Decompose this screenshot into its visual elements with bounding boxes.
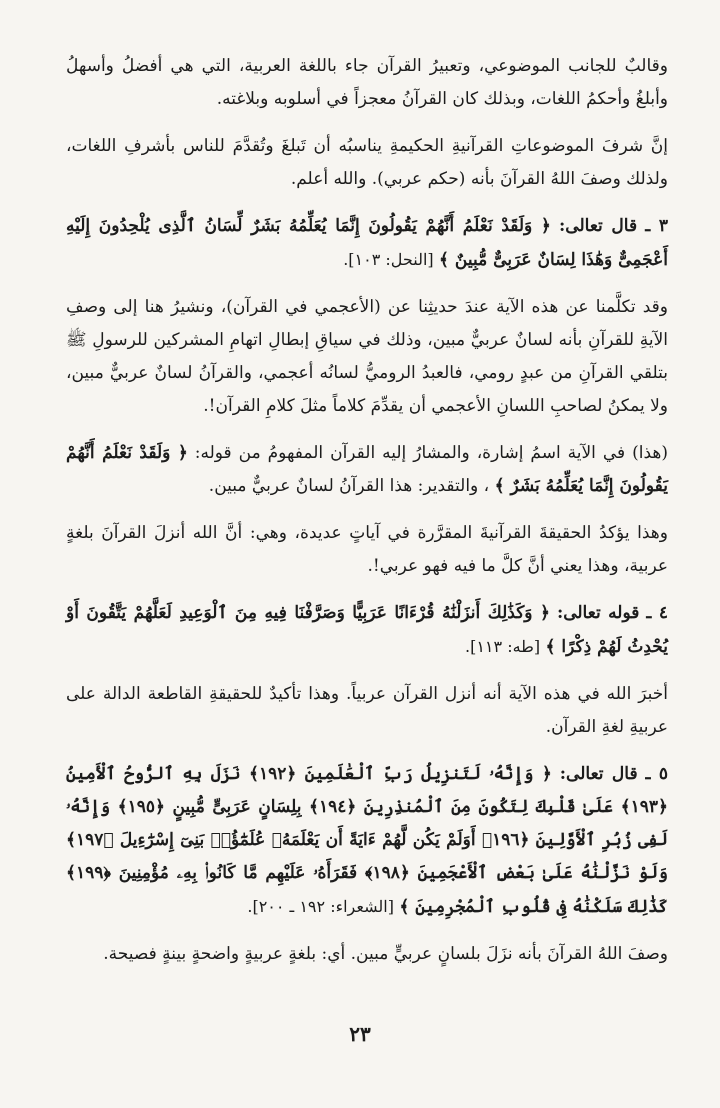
item-4-reference: [طه: ١١٣]. <box>465 637 541 656</box>
item-4 <box>66 597 668 664</box>
paragraph-6: أخبرَ الله في هذه الآية أنه أنزل القرآن عربياً. وهذا تأكيدٌ للحقيقةِ القاطعة الدالة على عربيةِ لغةِ القرآن. <box>66 684 668 737</box>
paragraph-1: وقالبٌ للجانب الموضوعي، وتعبيرُ القرآن جاء باللغة العربية، التي هي أفضلُ وأسهلُ وأبلغُ وأحكمُ اللغات، وبذلك كان القرآنُ معجزاً في أسلوبه وبلاغته. <box>66 56 668 109</box>
paragraph-4-text-b: ، والتقدير: هذا القرآنُ لسانٌ عربيٌّ مبين. <box>208 476 490 496</box>
item-5-verse: ﴿ وَإِنَّهُۥ لَتَنزِيلُ رَبِّ ٱلْعَٰلَمِينَ ﴿١٩٢﴾ نَزَلَ بِهِ ٱلرُّوحُ ٱلْأَمِينُ ﴿١٩٣﴾ عَلَىٰ قَلْبِكَ لِتَكُونَ مِنَ ٱلْمُنذِرِينَ ﴿١٩٤﴾ بِلِسَانٍ عَرَبِىٍّ مُّبِينٍ ﴿١٩٥﴾ وَإِنَّهُۥ لَفِى زُبُرِ ٱلْأَوَّلِينَ ﴿١٩٦﴾ أَوَلَمْ يَكُن لَّهُمْ ءَايَةً أَن يَعْلَمَهُۥ عُلَمَٰٓؤُا۟ بَنِىٓ إِسْرَٰٓءِيلَ ﴿١٩٧﴾ وَلَوْ نَزَّلْنَٰهُ عَلَىٰ بَعْضِ ٱلْأَعْجَمِينَ ﴿١٩٨﴾ فَقَرَأَهُۥ عَلَيْهِم مَّا كَانُوا۟ بِهِۦ مُؤْمِنِينَ ﴿١٩٩﴾ كَذَٰلِكَ سَلَكْنَٰهُ فِى قُلُوبِ ٱلْمُجْرِمِينَ ﴾ <box>66 764 668 917</box>
item-4-verse: ﴿ وَكَذَٰلِكَ أَنزَلْنَٰهُ قُرْءَانًا عَرَبِيًّا وَصَرَّفْنَا فِيهِ مِنَ ٱلْوَعِيدِ لَعَلَّهُمْ يَتَّقُونَ أَوْ يُحْدِثُ لَهُمْ ذِكْرًا ﴾ <box>66 603 668 657</box>
paragraph-2: إنَّ شرفَ الموضوعاتِ القرآنيةِ الحكيمةِ يناسبُه أن تَبلغَ وتُقدَّمَ للناس بأشرفِ اللغات، ولذلك وصفَ اللهُ القرآنَ بأنه (حكم عربي). والله أعلم. <box>66 136 668 189</box>
item-3-verse: ﴿ وَلَقَدْ نَعْلَمُ أَنَّهُمْ يَقُولُونَ إِنَّمَا يُعَلِّمُهُ بَشَرٌ لِّسَانُ ٱلَّذِى يُلْحِدُونَ إِلَيْهِ أَعْجَمِىٌّ وَهَٰذَا لِسَانٌ عَرَبِىٌّ مُّبِينٌ ﴾ <box>66 216 668 270</box>
item-4-number: ٤ ـ <box>646 603 668 623</box>
item-3 <box>66 210 668 277</box>
item-5 <box>66 758 668 924</box>
item-4-lead: قوله تعالى: <box>556 603 640 623</box>
item-3-number: ٣ ـ <box>645 216 669 236</box>
item-5-number: ٥ ـ <box>645 764 669 784</box>
page-body <box>66 50 668 985</box>
paragraph-3: وقد تكلَّمنا عن هذه الآية عندَ حديثِنا عن (الأعجمي في القرآن)، ونشيرُ هنا إلى وصفِ الآيةِ للقرآنِ بأنه لسانٌ عربيٌّ مبين، وذلك في سياقِ إبطالِ اتهامِ المشركين للرسولِ ﷺ بتلقي القرآنِ من عبدٍ رومي، فالعبدُ الروميُّ لسانُه أعجمي، والقرآنُ لسانٌ عربيٌّ مبين، ولا يمكنُ لصاحبِ اللسانِ الأعجمي أن يقدِّمَ كلاماً مثلَ كلامِ القرآن!. <box>66 297 668 416</box>
item-5-lead: قال تعالى: <box>559 764 638 784</box>
paragraph-7: وصفَ اللهُ القرآنَ بأنه نزَلَ بلسانٍ عربيٍّ مبين. أي: بلغةٍ عربيةٍ واضحةٍ بينةٍ فصيحة. <box>103 944 668 964</box>
paragraph-4 <box>66 437 668 503</box>
paragraph-4-text-a: (هذا) في الآية اسمُ إشارة، والمشارُ إليه القرآن المفهومُ من قوله: <box>194 443 668 463</box>
paragraph-5: وهذا يؤكدُ الحقيقةَ القرآنيةَ المقرَّرة في آياتٍ عديدة، وهي: أنَّ الله أنزلَ القرآنَ بلغةٍ عربية، وهذا يعني أنَّ كلَّ ما فيه فهو عربي!. <box>66 523 668 576</box>
page-number: ٢٣ <box>349 1022 371 1046</box>
paragraph-4-verse: ﴿ وَلَقَدْ نَعْلَمُ أَنَّهُمْ يَقُولُونَ إِنَّمَا يُعَلِّمُهُ بَشَرٌ ﴾ <box>66 443 668 496</box>
item-3-reference: [النحل: ١٠٣]. <box>343 250 434 269</box>
item-5-reference: [الشعراء: ١٩٢ ـ ٢٠٠]. <box>247 897 394 916</box>
item-3-lead: قال تعالى: <box>559 216 638 236</box>
